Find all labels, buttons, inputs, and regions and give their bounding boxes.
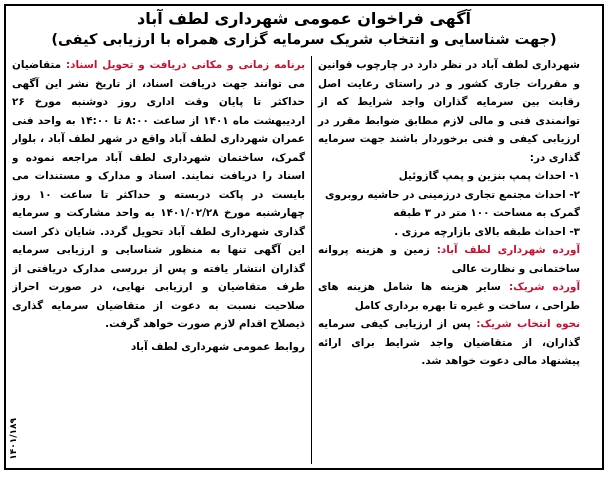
partner-selection-label: نحوه انتخاب شریک:: [476, 318, 580, 330]
schedule-label: برنامه زمانی و مکانی دریافت و تحویل اسناد:: [66, 59, 305, 71]
project-item-3: ۳- احداث طبقه بالای بازارچه مرزی .: [394, 225, 580, 238]
project-item-1: ۱- احداث پمپ بنزین و پمپ گازوئیل: [398, 170, 580, 182]
partner-selection: [318, 315, 580, 371]
right-column: [312, 56, 580, 464]
partner-selection-text: پس از ارزیابی کیفی سرمایه گذاران، از متقاضیان واجد شرایط برای ارائه پیشنهاد مالی دعوت خواهد شد.: [318, 318, 580, 367]
announcement-title: آگهی فراخوان عمومی شهرداری لطف آباد: [137, 9, 471, 28]
schedule-paragraph: [12, 56, 305, 334]
announcement-page: [4, 4, 604, 470]
partner-contribution-text: سایر هزینه ها شامل هزینه های طراحی ، ساخت و غیره تا بهره برداری کامل: [318, 281, 580, 312]
body-columns: [12, 56, 580, 464]
announcement-subtitle: (جهت شناسایی و انتخاب شریک سرمایه گزاری همراه با ارزیابی کیفی): [51, 32, 557, 48]
municipality-contribution-label: آورده شهرداری لطف آباد:: [436, 244, 580, 256]
municipality-contribution: [318, 241, 580, 278]
side-code: ۱۴۰۱/۱۸۹: [9, 418, 19, 460]
partner-contribution: [318, 278, 580, 315]
intro-paragraph: شهرداری لطف آباد در نظر دارد در چارچوب قوانین و مقررات جاری کشور و در راستای رعایت اصل رقابت بین سرمایه گذاران واجد شرایط که از توانمندی فنی و مالی لازم مطابق ضوابط مقرر در ارزیابی کیفی و فنی برخوردار باشند جهت سرمایه گذاری در:: [318, 59, 580, 164]
partner-contribution-label: آورده شریک:: [509, 281, 580, 293]
schedule-text: متقاضیان می توانند جهت دریافت اسناد، از تاریخ نشر این آگهی حداکثر تا پایان وقت اداری روز دوشنبه مورخ ۲۶ اردیبهشت ماه ۱۴۰۱ از ساعت ۸:۰۰ تا ۱۴:۰۰ به واحد فنی عمران شهرداری لطف آباد واقع در شهر لطف آباد ، بلوار گمرک، ساختمان شهرداری لطف آباد مراجعه نموده و اسناد را دریافت نمایند. اسناد و مدارک و مستندات می بایست در پاکت دربسته و حداکثر تا ساعت ۱۰ روز چهارشنبه مورخ ۱۴۰۱/۰۲/۲۸ به واحد مشارکت و سرمایه گذاری شهرداری لطف آباد تحویل گردد. شایان ذکر است این آگهی تنها به منظور شناسایی و ارزیابی سرمایه گذاران انتشار یافته و پس از بررسی مدارک دریافتی از طرف متقاضیان و ارزیابی نهایی، در صورت احراز صلاحیت نسبت به دعوت از متقاضیان سرمایه گذاری ذیصلاح اقدام لازم صورت خواهد گرفت.: [12, 59, 306, 330]
project-item-2: ۲- احداث مجتمع تجاری درزمینی در حاشیه روبروی گمرک به مساحت ۱۰۰ متر در ۳ طبقه: [324, 188, 580, 219]
left-column: [12, 56, 312, 464]
municipality-contribution-text: زمین و هزینه پروانه ساختمانی و نظارت عالی: [318, 244, 580, 275]
signature: روابط عمومی شهرداری لطف آباد: [130, 340, 305, 353]
announcement-header: [6, 6, 602, 50]
